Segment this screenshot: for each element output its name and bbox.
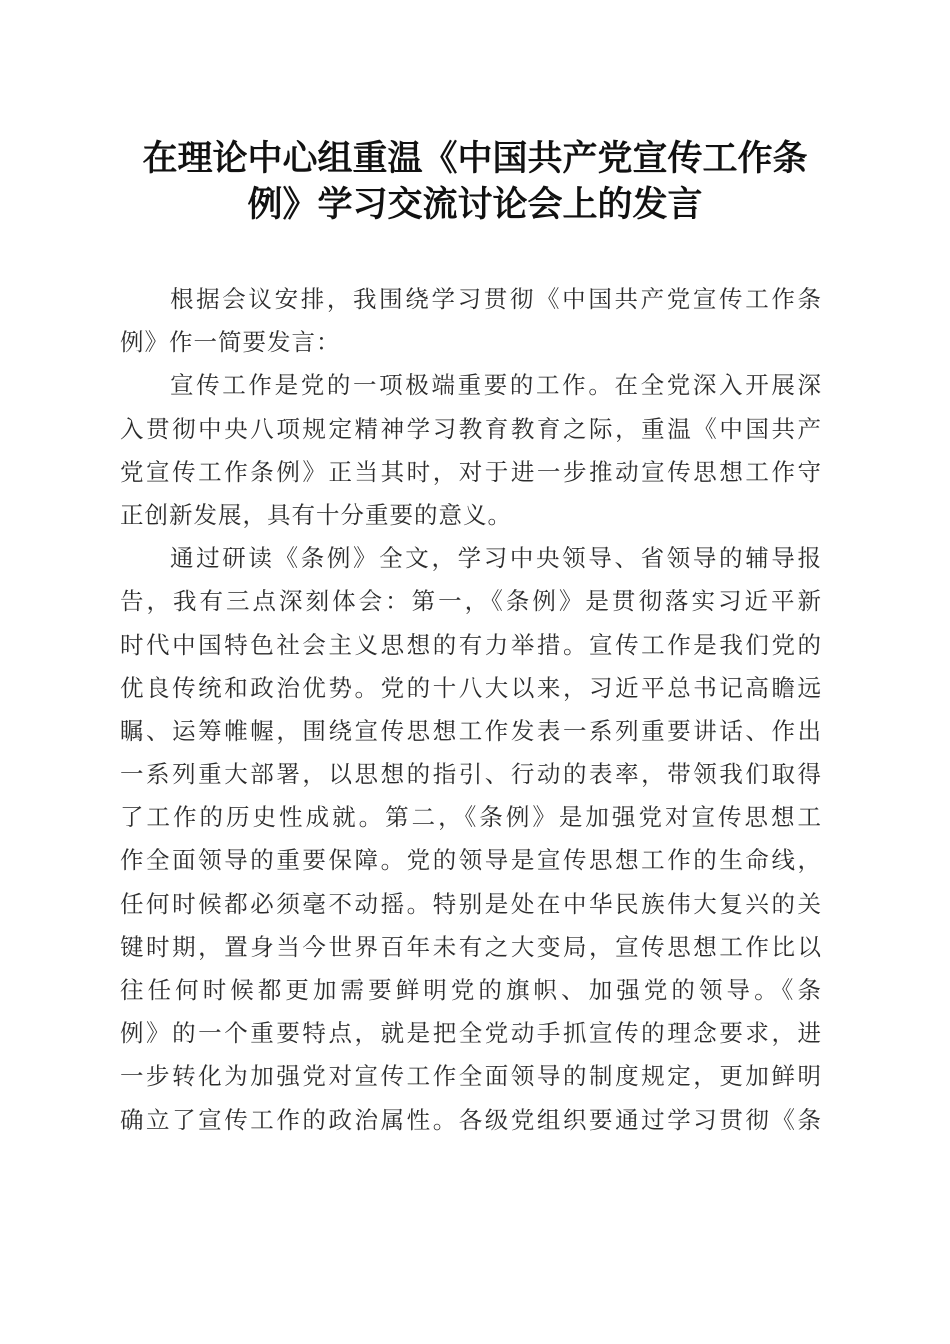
paragraph-line: 入贯彻中央八项规定精神学习教育教育之际，重温《中国共产 — [120, 414, 822, 443]
paragraph-line: 时代中国特色社会主义思想的有力举措。宣传工作是我们党的 — [120, 630, 822, 659]
paragraph-line: 任何时候都必须毫不动摇。特别是处在中华民族伟大复兴的关 — [120, 889, 822, 918]
paragraph-line: 党宣传工作条例》正当其时，对于进一步推动宣传思想工作守 — [120, 457, 822, 486]
title-line-2: 例》学习交流讨论会上的发言 — [247, 184, 703, 225]
paragraph-line: 作全面领导的重要保障。党的领导是宣传思想工作的生命线， — [120, 846, 822, 875]
paragraph-line: 优良传统和政治优势。党的十八大以来，习近平总书记高瞻远 — [120, 673, 822, 702]
paragraph-line: 告，我有三点深刻体会：第一，《条例》是贯彻落实习近平新 — [120, 587, 822, 616]
paragraph-line: 例》作一简要发言： — [120, 328, 341, 357]
paragraph-line: 例》的一个重要特点，就是把全党动手抓宣传的理念要求，进 — [120, 1019, 822, 1048]
paragraph-line: 通过研读《条例》全文，学习中央领导、省领导的辅导报 — [170, 544, 822, 573]
title-line-1: 在理论中心组重温《中国共产党宣传工作条 — [142, 138, 808, 179]
paragraph-line: 往任何时候都更加需要鲜明党的旗帜、加强党的领导。《条 — [120, 976, 822, 1004]
paragraph-line: 一步转化为加强党对宣传工作全面领导的制度规定，更加鲜明 — [120, 1062, 822, 1091]
document-body — [120, 278, 822, 1142]
paragraph-line: 了工作的历史性成就。第二，《条例》是加强党对宣传思想工 — [120, 803, 822, 832]
paragraph-line: 宣传工作是党的一项极端重要的工作。在全党深入开展深 — [170, 371, 822, 400]
paragraph-3 — [120, 537, 822, 1142]
paragraph-line: 确立了宣传工作的政治属性。各级党组织要通过学习贯彻《条 — [120, 1105, 822, 1134]
document-title — [120, 136, 830, 228]
paragraph-line: 正创新发展，具有十分重要的意义。 — [120, 500, 512, 529]
paragraph-2 — [120, 364, 822, 537]
paragraph-line: 根据会议安排，我围绕学习贯彻《中国共产党宣传工作条 — [170, 285, 822, 313]
paragraph-1 — [120, 278, 822, 364]
paragraph-line: 键时期，置身当今世界百年未有之大变局，宣传思想工作比以 — [120, 932, 822, 961]
paragraph-line: 一系列重大部署，以思想的指引、行动的表率，带领我们取得 — [120, 760, 822, 789]
paragraph-line: 瞩、运筹帷幄，围绕宣传思想工作发表一系列重要讲话、作出 — [120, 716, 822, 745]
